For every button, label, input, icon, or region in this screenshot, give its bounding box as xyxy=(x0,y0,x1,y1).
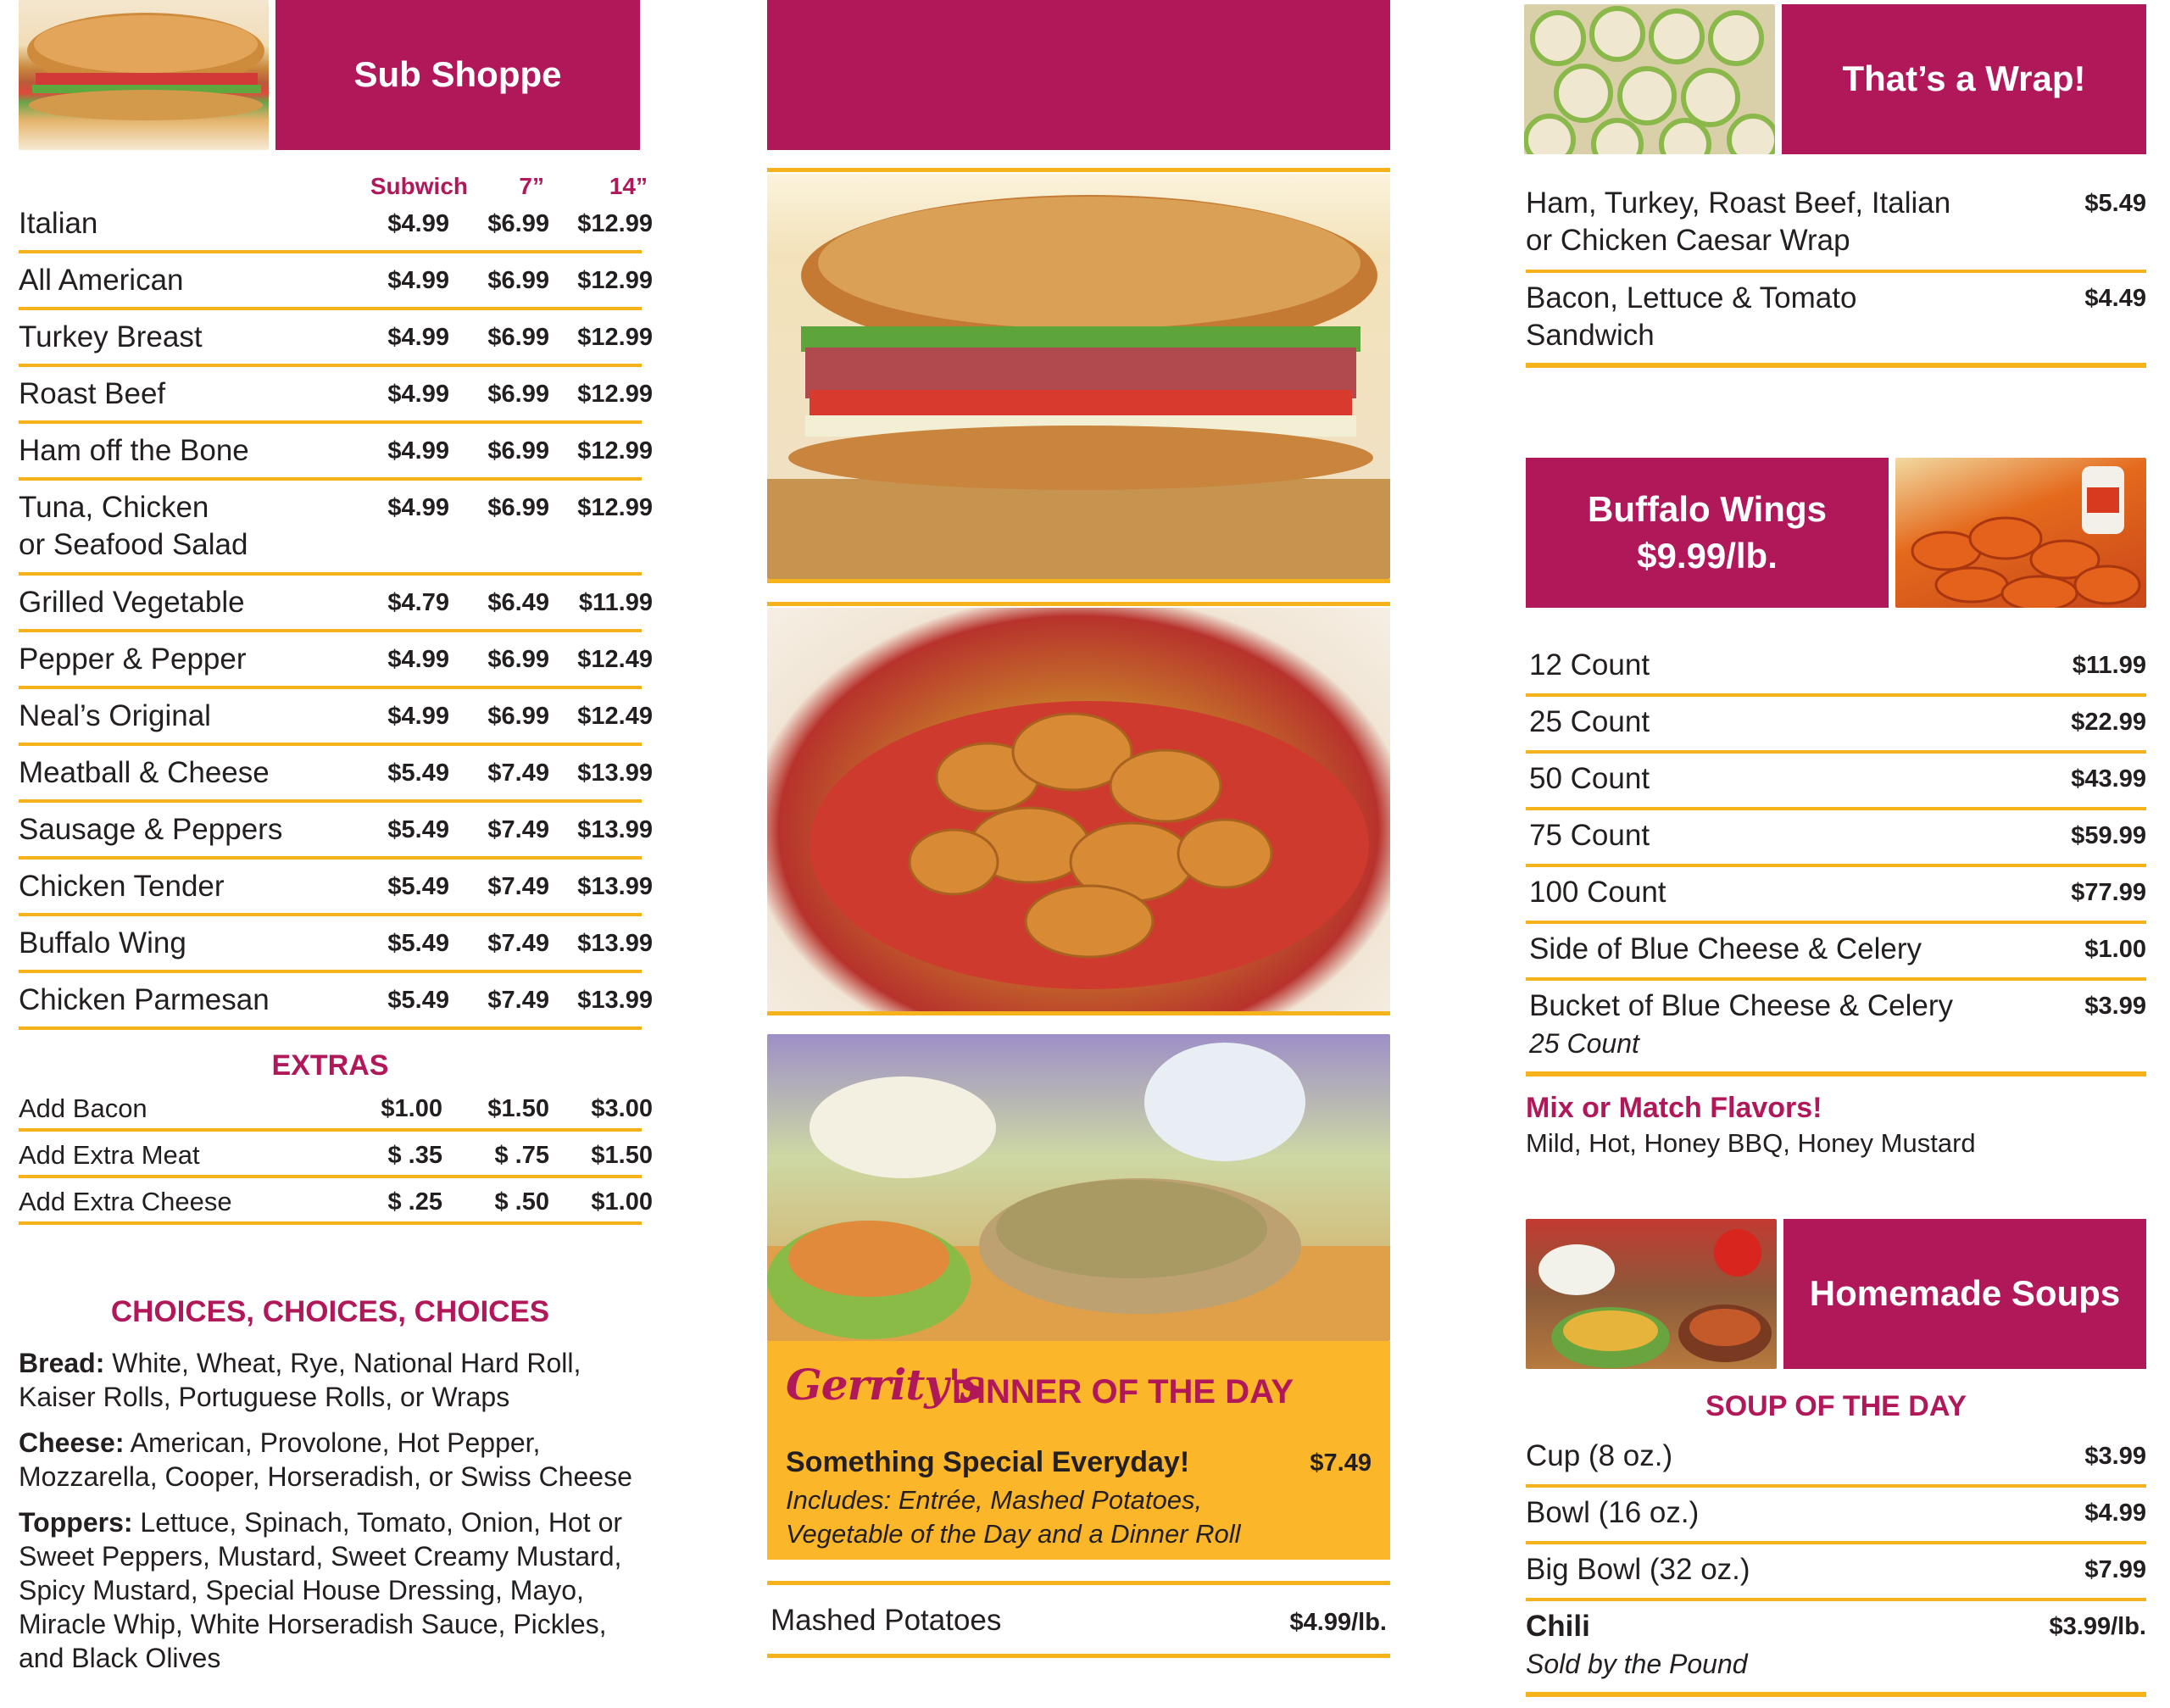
price-14-inch: $12.99 xyxy=(577,267,653,294)
chili-name-block xyxy=(1526,1608,1748,1683)
column-header-7-inch: 7” xyxy=(519,173,544,199)
item-name: Chicken Tender xyxy=(19,870,225,903)
price-7-inch: $6.99 xyxy=(487,267,549,294)
item-name: Buffalo Wing xyxy=(19,926,186,960)
column-header-subwich: Subwich xyxy=(370,173,468,199)
price-7-inch: $6.99 xyxy=(487,381,549,408)
wing-row xyxy=(1526,697,2146,754)
wing-name: 12 Count xyxy=(1529,648,1650,682)
wing-row xyxy=(1526,924,2146,981)
soup-price: $3.99 xyxy=(2084,1443,2146,1470)
price-14-inch: $12.99 xyxy=(577,437,653,465)
extra-price-7-inch: $ .75 xyxy=(494,1142,549,1169)
sub-shoppe-banner xyxy=(275,0,640,150)
bread-label: Bread: xyxy=(19,1348,105,1378)
menu-row xyxy=(19,860,653,916)
wing-row xyxy=(1526,640,2146,697)
item-name: Turkey Breast xyxy=(19,320,203,353)
extra-row xyxy=(19,1178,653,1225)
chili-row xyxy=(1526,1601,2146,1697)
extra-price-subwich: $1.00 xyxy=(381,1095,442,1122)
price-14-inch: $13.99 xyxy=(577,930,653,957)
column-header-14-inch: 14” xyxy=(609,173,648,199)
item-name-line-1: Tuna, Chicken xyxy=(19,491,209,524)
wing-price: $77.99 xyxy=(2071,879,2146,906)
item-name: Italian xyxy=(19,207,98,240)
price-subwich: $4.99 xyxy=(387,267,449,294)
extra-name: Add Extra Meat xyxy=(19,1140,200,1170)
side-price: $4.99/lb. xyxy=(1289,1609,1387,1636)
toppers-options: Lettuce, Spinach, Tomato, Onion, Hot or Sweet Peppers, Mustard, Sweet Creamy Mustard, Spicy Mustard, Special House Dressing, Mayo, Miracle Whip, White Horseradish Sauce, Pickles, and Black Olives xyxy=(19,1507,623,1673)
soup-row xyxy=(1526,1488,2146,1544)
extra-price-14-inch: $1.00 xyxy=(591,1188,653,1216)
buffalo-wings-banner xyxy=(1526,458,1889,608)
wrap-name xyxy=(1526,280,1856,354)
price-subwich: $4.79 xyxy=(387,589,449,616)
price-subwich: $4.99 xyxy=(387,703,449,730)
wing-name: 100 Count xyxy=(1529,876,1666,909)
price-subwich: $5.49 xyxy=(387,873,449,900)
cheese-label: Cheese: xyxy=(19,1427,125,1458)
price-14-inch: $12.99 xyxy=(577,210,653,237)
menu-row xyxy=(19,803,653,860)
buffalo-wings-title: Buffalo Wings xyxy=(1588,488,1827,529)
wing-name: 75 Count xyxy=(1529,819,1650,852)
soups-list xyxy=(1526,1431,2146,1708)
wrap-row xyxy=(1526,178,2146,273)
soup-name: Cup (8 oz.) xyxy=(1526,1439,1673,1472)
toppers-choices xyxy=(19,1505,646,1675)
divider xyxy=(767,168,1390,172)
item-name-line-2: or Seafood Salad xyxy=(19,528,248,561)
sub-menu-list xyxy=(19,197,653,1036)
center-banner xyxy=(767,0,1390,150)
menu-row xyxy=(19,576,653,632)
deli-sub-photo xyxy=(767,174,1390,579)
menu-row xyxy=(19,481,653,576)
fried-chicken-photo xyxy=(767,608,1390,1011)
wing-name xyxy=(1529,988,1953,1062)
soup-of-the-day-heading: SOUP OF THE DAY xyxy=(1705,1390,1967,1422)
mix-flavors: Mild, Hot, Honey BBQ, Honey Mustard xyxy=(1526,1128,1976,1158)
soup-price: $7.99 xyxy=(2084,1556,2146,1583)
wraps-list xyxy=(1526,178,2146,377)
mix-or-match xyxy=(1526,1092,2146,1159)
price-14-inch: $13.99 xyxy=(577,759,653,787)
menu-row xyxy=(19,424,653,481)
soup-name: Bowl (16 oz.) xyxy=(1526,1496,1700,1529)
price-subwich: $5.49 xyxy=(387,759,449,787)
side-name: Mashed Potatoes xyxy=(771,1604,1002,1637)
price-7-inch: $7.49 xyxy=(487,930,549,957)
price-14-inch: $12.49 xyxy=(577,646,653,673)
wrap-name-line-2: or Chicken Caesar Wrap xyxy=(1526,224,1850,257)
price-7-inch: $6.99 xyxy=(487,494,549,521)
price-7-inch: $6.99 xyxy=(487,437,549,465)
wings-list xyxy=(1526,640,2146,1081)
item-name: Pepper & Pepper xyxy=(19,643,247,676)
extra-price-7-inch: $ .50 xyxy=(494,1188,549,1216)
menu-row xyxy=(19,197,653,253)
price-7-inch: $7.49 xyxy=(487,873,549,900)
price-14-inch: $11.99 xyxy=(578,589,653,616)
price-subwich: $5.49 xyxy=(387,930,449,957)
extra-price-7-inch: $1.50 xyxy=(487,1095,549,1122)
menu-row xyxy=(19,632,653,689)
gerritys-logo: Gerrity's xyxy=(786,1360,983,1410)
bread-options: White, Wheat, Rye, National Hard Roll, Kaiser Rolls, Portuguese Rolls, or Wraps xyxy=(19,1348,581,1412)
divider xyxy=(767,602,1390,606)
wrap-price: $5.49 xyxy=(2084,190,2146,217)
price-subwich: $4.99 xyxy=(387,210,449,237)
item-name xyxy=(19,489,248,564)
extra-row xyxy=(19,1085,653,1132)
mashed-potatoes-row xyxy=(767,1585,1390,1658)
soups-banner xyxy=(1783,1219,2146,1369)
price-14-inch: $12.49 xyxy=(577,703,653,730)
wrap-name xyxy=(1526,185,1950,259)
cheese-choices xyxy=(19,1426,646,1494)
menu-row xyxy=(19,253,653,310)
wing-name-main: Bucket of Blue Cheese & Celery xyxy=(1529,989,1953,1022)
menu-row xyxy=(19,973,653,1030)
menu-row xyxy=(19,367,653,424)
wing-name: 25 Count xyxy=(1529,705,1650,738)
wraps-photo xyxy=(1524,4,1775,154)
toppers-label: Toppers: xyxy=(19,1507,133,1538)
wraps-title: That’s a Wrap! xyxy=(1842,58,2086,99)
price-7-inch: $7.49 xyxy=(487,816,549,843)
divider xyxy=(767,1011,1390,1015)
price-14-inch: $13.99 xyxy=(577,873,653,900)
buffalo-wings-title-block xyxy=(1588,487,1827,579)
dinner-includes-line-1: Includes: Entrée, Mashed Potatoes, xyxy=(786,1485,1203,1515)
dinner-of-the-day-panel xyxy=(767,1341,1390,1560)
item-name: Ham off the Bone xyxy=(19,434,249,467)
chili-name: Chili xyxy=(1526,1610,1590,1643)
wrap-name-line-1: Bacon, Lettuce & Tomato xyxy=(1526,281,1857,314)
price-7-inch: $7.49 xyxy=(487,987,549,1014)
price-7-inch: $6.99 xyxy=(487,703,549,730)
price-subwich: $4.99 xyxy=(387,494,449,521)
wrap-name-line-2: Sandwich xyxy=(1526,319,1655,352)
price-14-inch: $12.99 xyxy=(577,494,653,521)
dinner-headline: Something Special Everyday! xyxy=(786,1446,1190,1478)
wrap-price: $4.49 xyxy=(2084,285,2146,312)
soup-price: $4.99 xyxy=(2084,1499,2146,1527)
soups-photo xyxy=(1526,1219,1777,1369)
item-name: Neal’s Original xyxy=(19,699,211,732)
price-7-inch: $6.99 xyxy=(487,210,549,237)
price-14-inch: $13.99 xyxy=(577,987,653,1014)
item-name: Chicken Parmesan xyxy=(19,983,270,1016)
chili-sub: Sold by the Pound xyxy=(1526,1649,1748,1679)
sub-shoppe-title: Sub Shoppe xyxy=(353,54,562,95)
item-name: Roast Beef xyxy=(19,377,166,410)
price-14-inch: $12.99 xyxy=(577,381,653,408)
wing-price: $59.99 xyxy=(2071,822,2146,849)
cheese-options: American, Provolone, Hot Pepper, Mozzarella, Cooper, Horseradish, or Swiss Cheese xyxy=(19,1427,632,1492)
soup-name: Big Bowl (32 oz.) xyxy=(1526,1553,1750,1586)
mix-title: Mix or Match Flavors! xyxy=(1526,1092,1822,1124)
price-7-inch: $7.49 xyxy=(487,759,549,787)
extra-price-subwich: $ .35 xyxy=(387,1142,442,1169)
wing-row xyxy=(1526,981,2146,1077)
wrap-name-line-1: Ham, Turkey, Roast Beef, Italian xyxy=(1526,186,1951,220)
extra-price-14-inch: $3.00 xyxy=(591,1095,653,1122)
choices-text xyxy=(19,1346,646,1687)
menu-row xyxy=(19,916,653,973)
wing-price: $3.99 xyxy=(2084,993,2146,1020)
price-subwich: $4.99 xyxy=(387,437,449,465)
choices-heading: CHOICES, CHOICES, CHOICES xyxy=(110,1295,550,1328)
wing-price: $1.00 xyxy=(2084,936,2146,963)
price-14-inch: $13.99 xyxy=(577,816,653,843)
wrap-row xyxy=(1526,273,2146,368)
item-name: All American xyxy=(19,264,184,297)
price-subwich: $5.49 xyxy=(387,987,449,1014)
dinner-includes-line-2: Vegetable of the Day and a Dinner Roll xyxy=(786,1519,1241,1549)
price-14-inch: $12.99 xyxy=(577,324,653,351)
soups-title: Homemade Soups xyxy=(1809,1273,2121,1314)
wing-name: Side of Blue Cheese & Celery xyxy=(1529,932,1922,965)
price-7-inch: $6.99 xyxy=(487,324,549,351)
wing-price: $43.99 xyxy=(2071,765,2146,793)
soup-row xyxy=(1526,1431,2146,1488)
extra-name: Add Extra Cheese xyxy=(19,1187,232,1216)
chili-price: $3.99/lb. xyxy=(2049,1613,2146,1640)
wing-row xyxy=(1526,867,2146,924)
extra-row xyxy=(19,1132,653,1178)
menu-row xyxy=(19,310,653,367)
price-subwich: $4.99 xyxy=(387,324,449,351)
wraps-banner xyxy=(1782,4,2146,154)
soup-row xyxy=(1526,1544,2146,1601)
price-7-inch: $6.99 xyxy=(487,646,549,673)
extra-name: Add Bacon xyxy=(19,1093,147,1123)
wing-row xyxy=(1526,810,2146,867)
extra-price-subwich: $ .25 xyxy=(387,1188,442,1216)
item-name: Grilled Vegetable xyxy=(19,586,245,619)
buffalo-wings-photo xyxy=(1895,458,2146,608)
price-subwich: $4.99 xyxy=(387,381,449,408)
price-subwich: $5.49 xyxy=(387,816,449,843)
sub-sandwich-photo xyxy=(19,0,269,150)
dinner-price: $7.49 xyxy=(1310,1449,1372,1477)
wing-price: $11.99 xyxy=(2072,652,2146,679)
divider xyxy=(767,579,1390,583)
menu-row xyxy=(19,746,653,803)
price-7-inch: $6.49 xyxy=(487,589,549,616)
dinner-photo xyxy=(767,1034,1390,1341)
item-name: Meatball & Cheese xyxy=(19,756,270,789)
dinner-title: DINNER OF THE DAY xyxy=(952,1373,1294,1410)
wing-row xyxy=(1526,754,2146,810)
wing-price: $22.99 xyxy=(2071,709,2146,736)
bread-choices xyxy=(19,1346,646,1414)
menu-row xyxy=(19,689,653,746)
price-subwich: $4.99 xyxy=(387,646,449,673)
extras-list xyxy=(19,1085,653,1233)
extras-heading: EXTRAS xyxy=(271,1049,389,1082)
wing-name-sub: 25 Count xyxy=(1529,1028,1639,1059)
dinner-includes xyxy=(786,1483,1241,1551)
buffalo-wings-price: $9.99/lb. xyxy=(1637,535,1778,576)
wing-name: 50 Count xyxy=(1529,762,1650,795)
item-name: Sausage & Peppers xyxy=(19,813,283,846)
extra-price-14-inch: $1.50 xyxy=(591,1142,653,1169)
